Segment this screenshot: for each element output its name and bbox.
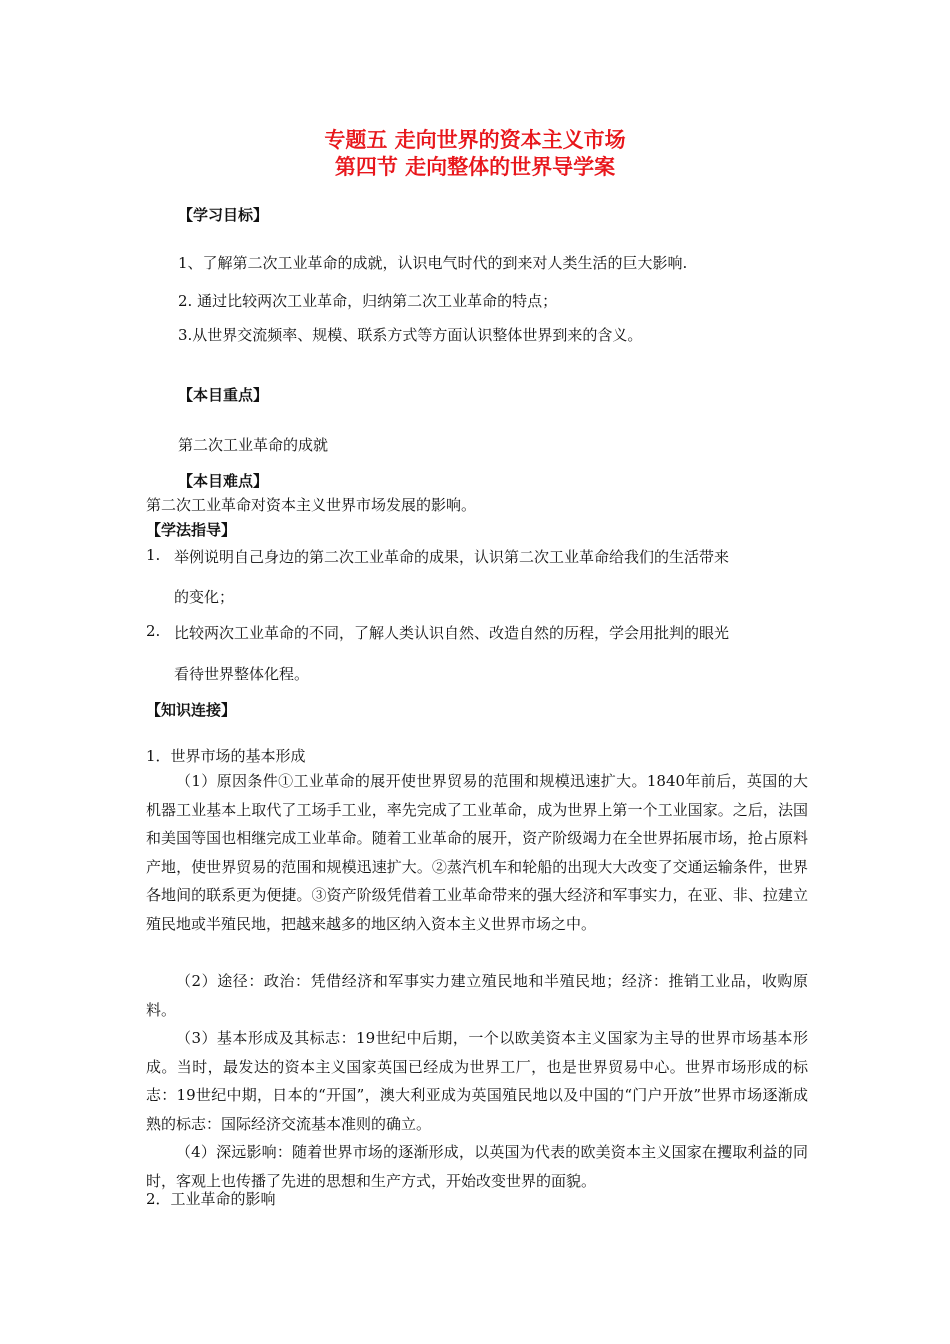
method-number: 1.: [146, 546, 161, 564]
method-number: 2.: [146, 622, 161, 640]
key-point-text: 第二次工业革命的成就: [178, 436, 329, 454]
section-heading-goals: 【学习目标】: [178, 206, 269, 224]
goal-item: 3.从世界交流频率、规模、联系方式等方面认识整体世界到来的含义。: [178, 326, 643, 344]
section-heading-method: 【学法指导】: [146, 521, 237, 539]
doc-title: 专题五 走向世界的资本主义市场: [324, 128, 626, 152]
knowledge-paragraph: （1）原因条件①工业革命的展开使世界贸易的范围和规模迅速扩大。1840年前后，英国的大机器工业基本上取代了工场手工业，率先完成了工业革命，成为世界上第一个工业国家。之后，法国和美国等国也相继完成工业革命。随着工业革命的展开，资产阶级竭力在全世界拓展市场，抢占原料产地，使世界贸易的范围和规模迅速扩大。②蒸汽机车和轮船的出现大大改变了交通运输条件，世界各地间的联系更为便捷。③资产阶级凭借着工业革命带来的强大经济和军事实力，在亚、非、拉建立殖民地或半殖民地，把越来越多的地区纳入资本主义世界市场之中。: [146, 772, 808, 933]
method-item-line: 看待世界整体化程。: [174, 665, 310, 683]
knowledge-heading: 2．工业革命的影响: [146, 1190, 276, 1208]
method-item-line: 举例说明自己身边的第二次工业革命的成果，认识第二次工业革命给我们的生活带来: [174, 548, 730, 566]
knowledge-paragraph: （2）途径：政治：凭借经济和军事实力建立殖民地和半殖民地；经济：推销工业品，收购原料。: [146, 972, 808, 1019]
method-item-line: 比较两次工业革命的不同，了解人类认识自然、改造自然的历程，学会用批判的眼光: [174, 624, 730, 642]
knowledge-paragraph: （4）深远影响：随着世界市场的逐渐形成，以英国为代表的欧美资本主义国家在攫取利益的同时，客观上也传播了先进的思想和生产方式，开始改变世界的面貌。: [146, 1143, 808, 1190]
difficulty-text: 第二次工业革命对资本主义世界市场发展的影响。: [146, 496, 477, 514]
method-item-line: 的变化；: [174, 588, 235, 606]
knowledge-paragraph: （3）基本形成及其标志：19世纪中后期，一个以欧美资本主义国家为主导的世界市场基本形成。当时，最发达的资本主义国家英国已经成为世界工厂，也是世界贸易中心。世界市场形成的标志：19世纪中期，日本的“开国”，澳大利亚成为英国殖民地以及中国的“门户开放”世界市场逐渐成熟的标志：国际经济交流基本准则的确立。: [146, 1029, 808, 1133]
section-heading-knowledge: 【知识连接】: [146, 701, 237, 719]
section-heading-key: 【本目重点】: [178, 386, 269, 404]
doc-subtitle: 第四节 走向整体的世界导学案: [334, 155, 616, 179]
knowledge-heading: 1．世界市场的基本形成: [146, 747, 306, 765]
goal-item: 1、了解第二次工业革命的成就，认识电气时代的到来对人类生活的巨大影响.: [178, 254, 688, 272]
section-heading-difficulty: 【本目难点】: [178, 472, 269, 490]
goal-item: 2. 通过比较两次工业革命，归纳第二次工业革命的特点；: [178, 292, 558, 310]
